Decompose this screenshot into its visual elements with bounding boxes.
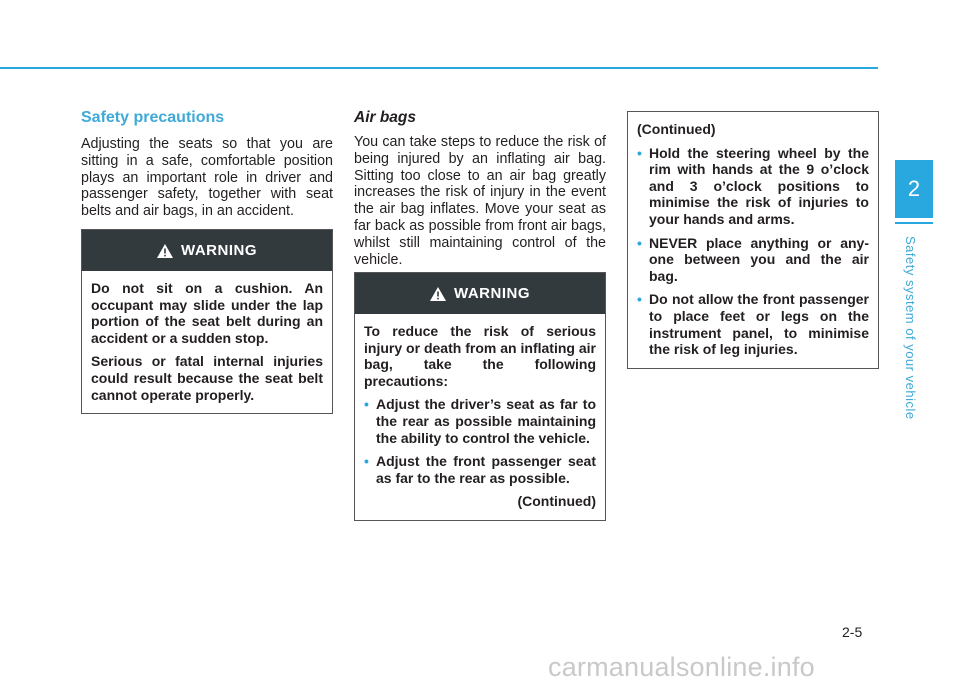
warning-bullet: • NEVER place anything or any-one between you and the air bag. [637, 234, 869, 284]
warning-header [355, 273, 605, 314]
chapter-tab-rule [895, 222, 933, 224]
section-title-safety-precautions: Safety precautions [81, 109, 225, 126]
warning-label: WARNING [181, 242, 257, 259]
warning-bullet: • Hold the steering wheel by the rim with hands at the 9 o’clock and 3 o’clock positions to minimise the risk of injuries to your hands and arms. [637, 144, 869, 227]
header-rule [0, 67, 878, 69]
warning-bullet: • Adjust the driver’s seat as far to the rear as possible maintaining the ability to control the vehicle. [364, 396, 596, 446]
continued-label: (Continued) [517, 493, 596, 510]
warning-body [628, 112, 878, 368]
warning-triangle-icon [430, 287, 446, 301]
warning-label: WARNING [454, 285, 530, 302]
warning-intro: To reduce the risk of serious injury or death from an inflating air bag, take the following precautions: [364, 323, 596, 389]
warning-bullet: • Adjust the front passenger seat as far to the rear as possible. [364, 453, 596, 486]
warning-bullet: • Do not allow the front passenger to place feet or legs on the instrument panel, to minimise the risk of leg injuries. [637, 291, 869, 358]
watermark: carmanualsonline.info [548, 652, 815, 682]
section-title-air-bags: Air bags [354, 109, 417, 126]
bullet-dot-icon: • [364, 396, 369, 413]
warning-box-air-bag [354, 272, 606, 521]
air-bags-body: You can take steps to reduce the risk of being injured by an inflating air bag. Sitting too close to an air bag greatly increases the risk of injury in the event the air bag inflates. Move your seat as far back as possible from front air bags, whilst still maintaining control of the vehicle. [354, 134, 606, 268]
warning-body [82, 271, 332, 413]
warning-paragraph: Serious or fatal internal injuries could result because the seat belt cannot operate properly. [91, 353, 323, 403]
warning-paragraph: Do not sit on a cushion. An occupant may slide under the lap portion of the seat belt during an accident or a sudden stop. [91, 280, 323, 346]
warning-header [82, 230, 332, 271]
bullet-dot-icon: • [637, 234, 642, 251]
page-number: 2-5 [842, 624, 863, 640]
bullet-dot-icon: • [364, 453, 369, 470]
chapter-tab: 2 [895, 160, 933, 218]
warning-body [355, 314, 605, 520]
warning-box-cushion [81, 229, 333, 414]
warning-box-continued [627, 111, 879, 369]
continued-label: (Continued) [637, 121, 716, 137]
chapter-title: Safety system of your vehicle [903, 236, 918, 420]
column-air-bags [354, 108, 606, 268]
bullet-dot-icon: • [637, 144, 642, 161]
bullet-dot-icon: • [637, 291, 642, 308]
safety-precautions-body: Adjusting the seats so that you are sitting in a safe, comfortable position plays an important role in driver and passenger safety, together with seat belts and air bags, in an accident. [81, 136, 333, 220]
warning-triangle-icon [157, 244, 173, 258]
column-safety-precautions [81, 108, 333, 220]
